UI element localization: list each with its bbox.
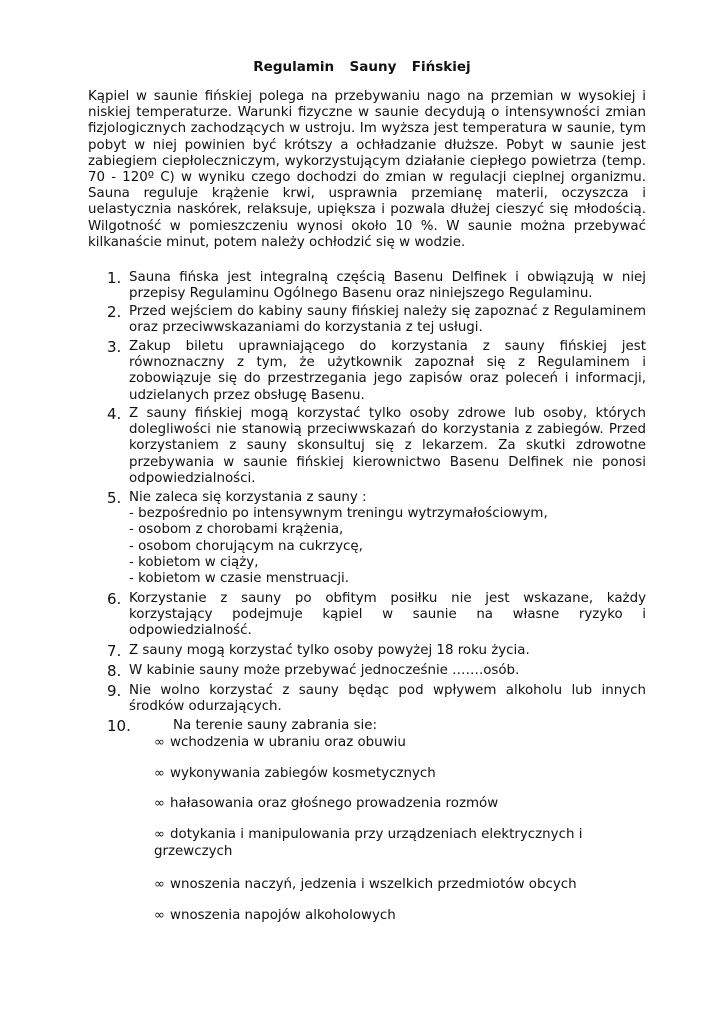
rule-number: 10.	[107, 717, 131, 735]
infinity-bullet-icon: ∞	[154, 735, 165, 750]
rule-number: 4.	[107, 405, 122, 423]
rule-number: 8.	[107, 662, 122, 680]
rule-item-3	[88, 339, 646, 404]
rule-item-10	[88, 718, 646, 734]
rule-number: 9.	[107, 682, 122, 700]
rule-text: Sauna fińska jest integralną częścią Basenu Delfinek i obwiązują w niej przepisy Regulaminu Ogólnego Basenu oraz niniejszego Regulaminu.	[129, 270, 646, 302]
rule-number: 1.	[107, 269, 122, 287]
rule-subitem: - bezpośrednio po intensywnym treningu wytrzymałościowym,	[129, 506, 548, 522]
prohibition-item	[154, 734, 594, 751]
rule-item-6	[88, 591, 646, 640]
prohibition-item	[154, 795, 594, 812]
infinity-bullet-icon: ∞	[154, 877, 165, 892]
rule-text: Przed wejściem do kabiny sauny fińskiej należy się zapoznać z Regulaminem oraz przeciwwskazaniami do korzystania z tej usługi.	[129, 304, 646, 336]
rule-item-5	[88, 490, 646, 587]
rule-number: 5.	[107, 489, 122, 507]
rule-number: 2.	[107, 303, 122, 321]
rule-number: 3.	[107, 338, 122, 356]
infinity-bullet-icon: ∞	[154, 766, 165, 781]
document-title: Regulamin Sauny Fińskiej	[253, 59, 471, 75]
rule-item-7	[88, 643, 646, 659]
rule-item-1	[88, 270, 646, 302]
prohibition-item	[154, 876, 594, 893]
rule-lead-text: Nie zaleca się korzystania z sauny :	[129, 490, 367, 505]
rule-text: Z sauny fińskiej mogą korzystać tylko osoby zdrowe lub osoby, których dolegliwości nie stanowią przeciwwskazań do korzystania z zabiegów. Przed korzystaniem z sauny skonsultuj się z lekarzem. Za skutki zdrowotne przebywania w saunie fińskiej kierownictwo Basenu Delfinek nie ponosi odpowiedzialności.	[129, 406, 646, 486]
prohibition-item	[154, 907, 594, 924]
prohibition-text: wnoszenia naczyń, jedzenia i wszelkich przedmiotów obcych	[170, 877, 577, 892]
prohibition-item	[154, 826, 594, 860]
rule-text: Korzystanie z sauny po obfitym posiłku nie jest wskazane, każdy korzystający podejmuje kąpiel w saunie na własne ryzyko i odpowiedzialność.	[129, 591, 646, 639]
prohibition-text: wnoszenia napojów alkoholowych	[170, 908, 396, 923]
rule-text	[129, 490, 646, 587]
rule-item-9	[88, 683, 646, 715]
rule-item-8	[88, 663, 646, 679]
rule-number: 6.	[107, 590, 122, 608]
rule-subitem: - kobietom w czasie menstruacji.	[129, 571, 350, 587]
prohibition-text: wchodzenia w ubraniu oraz obuwiu	[170, 735, 406, 750]
rule-text: W kabinie sauny może przebywać jednocześnie …….osób.	[129, 663, 520, 678]
infinity-bullet-icon: ∞	[154, 827, 165, 842]
rule-subitem: - osobom chorującym na cukrzycę,	[129, 538, 363, 554]
rule-text: Zakup biletu uprawniającego do korzystania z sauny fińskiej jest równoznaczny z tym, że użytkownik zapoznał się z Regulaminem i zobowiązuje się do przestrzegania jego zapisów oraz poleceń i informacji, udzielanych przez obsługę Basenu.	[129, 339, 646, 403]
prohibition-text: hałasowania oraz głośnego prowadzenia rozmów	[170, 796, 499, 811]
intro-paragraph: Kąpiel w saunie fińskiej polega na przebywaniu nago na przemian w wysokiej i niskiej temperaturze. Warunki fizyczne w saunie decydują o intensywności zmian fizjologicznych zachodzących w ustroju. Im wyższa jest temperatura w saunie, tym pobyt w niej powinien być krótszy a ochładzanie dłuższe. Pobyt w saunie jest zabiegiem ciepłoleczniczym, wykorzystującym działanie ciepłego powietrza (temp. 70 - 120º C) w wyniku czego dochodzi do zmian w regulacji cieplnej organizmu. Sauna reguluje krążenie krwi, usprawnia przemianę materii, oczyszcza i uelastycznia naskórek, relaksuje, upiększa i pozwala dłużej cieszyć się młodością. Wilgotność w pomieszczeniu wynosi około 10 %. W saunie można przebywać kilkanaście minut, potem należy ochłodzić się w wodzie.	[88, 89, 646, 250]
prohibition-item	[154, 765, 594, 782]
infinity-bullet-icon: ∞	[154, 908, 165, 923]
prohibition-text: wykonywania zabiegów kosmetycznych	[170, 766, 436, 781]
rule-text: Z sauny mogą korzystać tylko osoby powyżej 18 roku życia.	[129, 643, 530, 658]
rule-text: Na terenie sauny zabrania sie:	[173, 718, 378, 733]
rule-text: Nie wolno korzystać z sauny będąc pod wpływem alkoholu lub innych środków odurzających.	[129, 683, 646, 715]
rule-item-4	[88, 406, 646, 487]
rule-subitem: - osobom z chorobami krążenia,	[129, 522, 344, 538]
rule-subitem: - kobietom w ciąży,	[129, 554, 259, 570]
infinity-bullet-icon: ∞	[154, 796, 165, 811]
prohibition-text: dotykania i manipulowania przy urządzeniach elektrycznych i grzewczych	[154, 827, 583, 859]
rule-item-2	[88, 304, 646, 336]
rule-number: 7.	[107, 642, 122, 660]
